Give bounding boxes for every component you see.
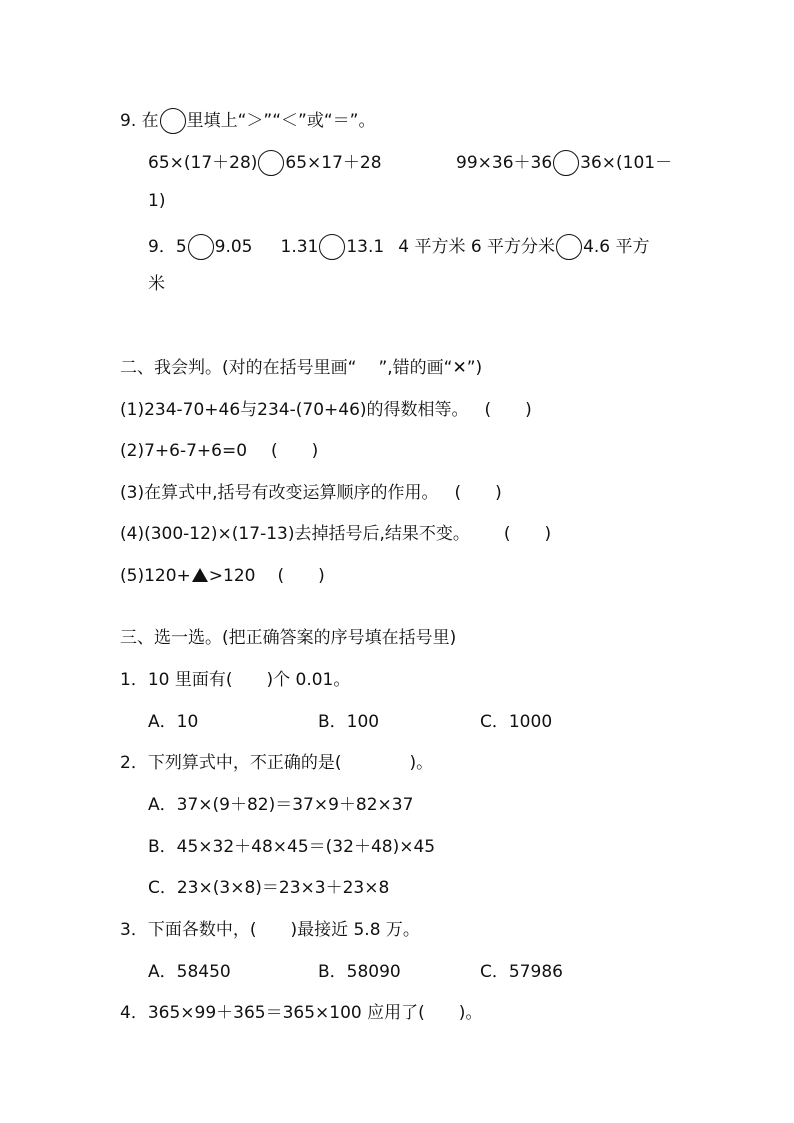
section2-heading [120,356,482,380]
q9-row1-left [148,150,382,176]
section2-heading-b: ”,错的画“✕”) [378,358,483,378]
judge-item-4 [120,522,551,546]
choice-q3-stem: 3．下面各数中，( )最接近 5.8 万。 [120,920,420,940]
q9-row2-c: 1.31 [280,237,319,257]
judge-item-text-a: (5)120+ [120,566,191,586]
blank-circle[interactable] [319,234,345,260]
blank-circle[interactable] [188,234,214,260]
judge-item-1 [120,398,532,422]
judge-item-text: (4)(300-12)×(17-13)去掉括号后,结果不变。 [120,524,470,544]
q9-title-b: 里填上“＞”“＜”或“＝”。 [186,111,376,131]
judge-item-text: (1)234-70+46与234-(70+46)的得数相等。 [120,400,469,420]
q9-row2 [148,234,650,260]
q9-title-a: 9. 在 [120,111,159,131]
answer-blank[interactable]: ( ) [454,483,502,503]
blank-circle[interactable] [258,150,284,176]
section3-heading: 三、选一选。(把正确答案的序号填在括号里) [120,628,457,648]
judge-item-text: (2)7+6-7+6=0 [120,441,248,461]
choice-q3-c[interactable]: C．57986 [480,962,563,982]
section2-heading-a: 二、我会判。(对的在括号里画“ [120,358,357,378]
choice-q2-a[interactable]: A．37×(9＋82)＝37×9＋82×37 [148,795,414,815]
q9-row2-f: 4.6 平方 [583,237,650,257]
q9-row1-right [456,150,672,176]
answer-blank[interactable]: ( ) [503,524,552,544]
q9-row1-cont: 1) [148,191,166,211]
judge-item-text-b: >120 [208,566,256,586]
blank-circle[interactable] [553,150,579,176]
q9-row2-e: 4 平方米 6 平方分米 [398,237,556,257]
q9-row1-c: 99×36＋36 [456,153,553,173]
answer-blank[interactable]: ( ) [484,400,532,420]
choice-q2-b[interactable]: B．45×32＋48×45＝(32＋48)×45 [148,837,436,857]
q9-title [120,108,375,134]
choice-q1-c[interactable]: C．1000 [480,712,553,732]
judge-item-3 [120,481,502,505]
judge-item-2 [120,439,318,463]
q9-row1-b: 65×17＋28 [285,153,382,173]
q9-row1-a: 65×(17＋28) [148,153,258,173]
choice-q2-stem: 2．下列算式中，不正确的是( )。 [120,753,434,773]
choice-q1-b[interactable]: B．100 [318,712,380,732]
q9-row2-d: 13.1 [346,237,385,257]
choice-q2-c[interactable]: C．23×(3×8)＝23×3＋23×8 [148,878,390,898]
choice-q3-a[interactable]: A．58450 [148,962,231,982]
blank-circle[interactable] [556,234,582,260]
answer-blank[interactable]: ( ) [277,566,325,586]
q9-row2-a: 9．5 [148,237,187,257]
judge-item-5 [120,564,325,588]
blank-circle[interactable] [160,108,186,134]
triangle-icon [192,568,208,582]
q9-row2-cont: 米 [148,274,165,294]
q9-row1-d: 36×(101－ [580,153,673,173]
choice-q1-stem: 1．10 里面有( )个 0.01。 [120,670,351,690]
choice-q3-b[interactable]: B．58090 [318,962,401,982]
answer-blank[interactable]: ( ) [271,441,319,461]
q9-row2-b: 9.05 [214,237,253,257]
choice-q1-a[interactable]: A．10 [148,712,199,732]
judge-item-text: (3)在算式中,括号有改变运算顺序的作用。 [120,483,439,503]
choice-q4-stem: 4．365×99＋365＝365×100 应用了( )。 [120,1003,483,1023]
